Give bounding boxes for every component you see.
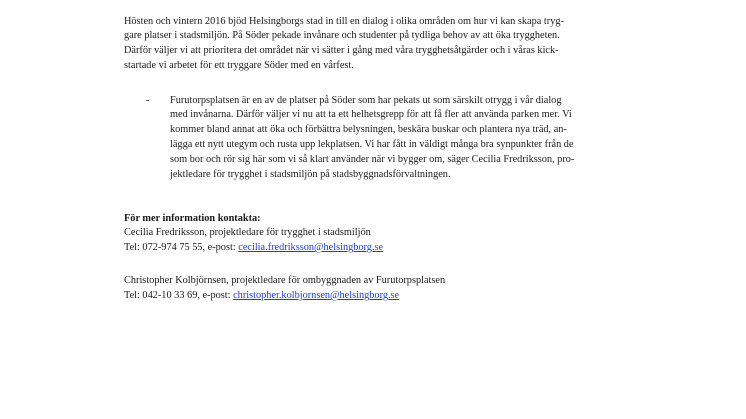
bullet-line: som bor och rör sig här som vi så klart använder när vi bygger om, säger Cecilia Fredriksson, pro-	[170, 154, 575, 165]
bullet-line: lägga ett nytt utegym och rusta upp lekplatsen. Vi har fått in väldigt många bra synpunkter från de	[170, 139, 574, 150]
intro-line: startade vi arbetet för ett tryggare Söder med en vårfest.	[124, 60, 354, 71]
contact-1-email-link[interactable]: cecilia.fredriksson@helsingborg.se	[238, 242, 384, 253]
bullet-line: med invånarna. Därför väljer vi nu att ta ett helhetsgrepp för att få fler att använda parken mer. Vi	[170, 109, 572, 120]
intro-line: Därför väljer vi att prioritera det området när vi sätter i gång med våra trygghetsåtgärder och i våras kick-	[124, 45, 559, 56]
intro-line: gare platser i stadsmiljön. På Söder pekade invånare och studenter på tydliga behov av att öka tryggheten.	[124, 30, 560, 41]
contact-2-name: Christopher Kolbjörnsen, projektledare för ombyggnaden av Furutorpsplatsen	[124, 275, 446, 286]
intro-line: Hösten och vintern 2016 bjöd Helsingborgs stad in till en dialog i olika områden om hur vi kan skapa tryg-	[124, 16, 564, 27]
bullet-line: Furutorpsplatsen är en av de platser på Söder som har pekats ut som särskilt otrygg i vår dialog	[170, 95, 562, 106]
contact-1-details	[124, 241, 383, 254]
contact-heading: För mer information kontakta:	[124, 213, 261, 224]
contact-1-name: Cecilia Fredriksson, projektledare för trygghet i stadsmiljön	[124, 227, 371, 238]
contact-1-phone: Tel: 072-974 75 55, e-post:	[124, 242, 239, 253]
contact-2-email-link[interactable]: christopher.kolbjornsen@helsingborg.se	[233, 290, 400, 301]
bullet-dash: -	[146, 95, 150, 106]
bullet-line: kommer bland annat att öka och förbättra belysningen, beskära buskar och plantera nya träd, an-	[170, 124, 567, 135]
contact-2-phone: Tel: 042-10 33 69, e-post:	[124, 290, 234, 301]
contact-2-details	[124, 289, 399, 302]
bullet-line: jektledare för trygghet i stadsmiljön på stadsbyggnadsförvaltningen.	[170, 169, 451, 180]
